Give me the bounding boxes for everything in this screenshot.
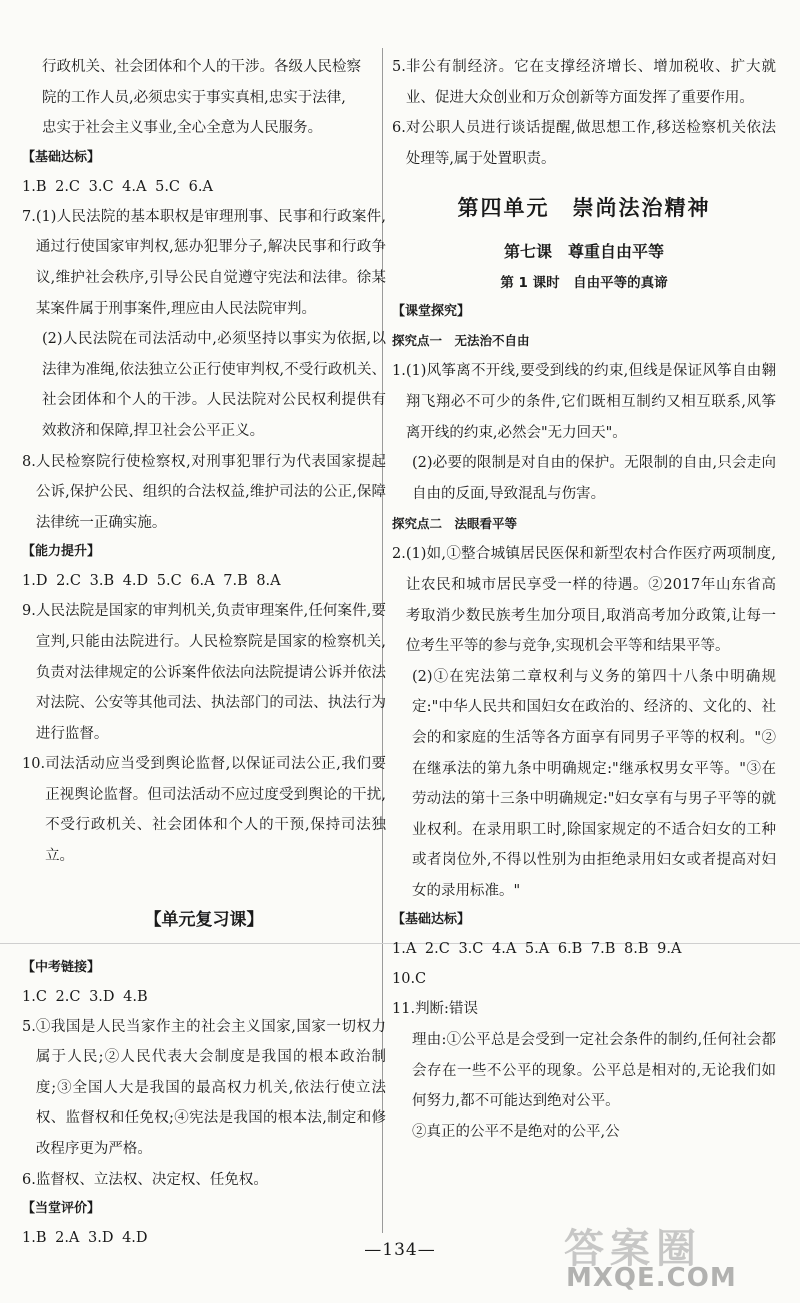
answer-text: (1)人民法院的基本职权是审理刑事、民事和行政案件,通过行使国家审判权,惩办犯罪分子,解决民事和行政争议,维护社会秩序,引导公民自觉遵守宪法和法律。徐某某案件属于刑事案件,理应由人民法院审判。: [35, 208, 386, 317]
question-number: 6.: [22, 1171, 36, 1188]
answer-text: (1)如,①整合城镇居民医保和新型农村合作医疗两项制度,让农民和城市居民享受一样的待遇。②2017年山东省高考取消少数民族考生加分项目,取消高考加分政策,让每一位考生平等的参与竞争,实现机会平等和结果平等。: [405, 546, 776, 655]
page-number: —134—: [364, 1240, 436, 1260]
section-heading-nengli: 【能力提升】: [22, 544, 101, 560]
question-8: [22, 447, 386, 539]
answer-key: 1.C 2.C 3.D 4.B: [22, 988, 148, 1005]
answer-text: (1)风筝离不开线,要受到线的约束,但线是保证风筝自由翱翔飞翔必不可少的条件,它们既相互制约又相互联系,风筝离开线的约束,必然会"无力回天"。: [405, 363, 776, 441]
period-title: 第 1 课时 自由平等的真谛: [500, 275, 668, 292]
right-column: [392, 52, 776, 1147]
continued-paragraph: [22, 52, 386, 144]
watermark-logo: [546, 1215, 786, 1295]
explore-answer-1: [392, 356, 776, 448]
answer-key: 10.C: [392, 971, 427, 988]
answer-text: (2)人民法院在司法活动中,必须坚持以事实为依据,以法律为准绳,依法独立公正行使审判权,不受行政机关、社会团体和个人的干涉。人民法院对公民权利提供有效救济和保障,捍卫社会公平正义。: [42, 331, 386, 439]
answer-text: 对公职人员进行谈话提醒,做思想工作,移送检察机关依法处理等,属于处置职责。: [405, 120, 776, 167]
text-line: 院的工作人员,必须忠实于事实真相,忠实于法律,: [42, 89, 346, 106]
section-heading-dangtang: 【当堂评价】: [22, 1201, 101, 1217]
answer-text: 判断:错误: [415, 1001, 478, 1018]
answer-key: 1.B 2.A 3.D 4.D: [22, 1230, 148, 1247]
section-heading-jichu: 【基础达标】: [22, 149, 101, 165]
reason-text: 理由:①公平总是会受到一定社会条件的制约,任何社会都会存在一些不公平的现象。公平总是相对的,无论我们如何努力,都不可能达到绝对公平。: [412, 1032, 776, 1110]
question-number: 10.: [22, 756, 46, 773]
lesson-title: 第七课 尊重自由平等: [503, 242, 664, 262]
answer-text: (2)①在宪法第二章权利与义务的第四十八条中明确规定:"中华人民共和国妇女在政治的、经济的、文化的、社会的和家庭的生活等各方面享有同男子平等的权利。"②在继承法的第九条中明确规定:"继承权男女平等。"③在劳动法的第十三条中明确规定:"妇女享有与男子平等的就业权利。在录用职工时,除国家规定的不适合妇女的工种或者岗位外,不得以性别为由拒绝录用妇女或者提高对妇女的录用标准。": [412, 668, 776, 899]
watermark-url: MXQE.COM: [566, 1263, 737, 1293]
question-9: [22, 596, 386, 749]
reason-text: ②真正的公平不是绝对的公平,公: [412, 1123, 620, 1140]
section-heading-zhongkao: 【中考链接】: [22, 959, 101, 975]
answer-text: 人民检察院行使检察权,对刑事犯罪行为代表国家提起公诉,保护公民、组织的合法权益,维护司法的公正,保障法律统一正确实施。: [35, 453, 386, 531]
question-number: 6.: [392, 120, 406, 137]
question-number: 11.: [392, 1001, 416, 1018]
explore-point-1: 探究点一 无法治不自由: [392, 333, 530, 349]
answer-key: 1.D 2.C 3.B 4.D 5.C 6.A 7.B 8.A: [22, 573, 281, 590]
question-5: [22, 1012, 386, 1165]
watermark-seal: 答案圈: [564, 1226, 702, 1272]
answer-text: ①我国是人民当家作主的社会主义国家,国家一切权力属于人民;②人民代表大会制度是我国的根本政治制度;③全国人大是我国的最高权力机关,依法行使立法权、监督权和任免权;④宪法是我国的根本法,制定和修改程序更为严格。: [35, 1018, 386, 1158]
left-column: [22, 52, 386, 1253]
answer-text: 非公有制经济。它在支撑经济增长、增加税收、扩大就业、促进大众创业和万众创新等方面发挥了重要作用。: [405, 59, 776, 106]
text-line: 行政机关、社会团体和个人的干涉。各级人民检察: [42, 59, 361, 75]
question-number: 2.: [392, 546, 406, 563]
unit-title: 第四单元 崇尚法治精神: [457, 196, 711, 221]
text-line: 忠实于社会主义事业,全心全意为人民服务。: [42, 120, 323, 137]
explore-answer-2: [392, 539, 776, 661]
question-number: 1.: [392, 363, 406, 380]
answer-text: 监督权、立法权、决定权、任免权。: [35, 1171, 268, 1188]
question-10: [22, 749, 386, 871]
question-number: 5.: [392, 59, 406, 75]
explore-point-2: 探究点二 法眼看平等: [392, 516, 518, 532]
unit-review-title: 【单元复习课】: [144, 909, 264, 930]
question-11: [392, 994, 776, 1025]
answer-key: 1.B 2.C 3.C 4.A 5.C 6.A: [22, 178, 213, 195]
question-number: 9.: [22, 603, 36, 620]
answer-text: 人民法院是国家的审判机关,负责审理案件,任何案件,要宣判,只能由法院进行。人民检察院是国家的检察机关,负责对法律规定的公诉案件依法向法院提请公诉并依法对法院、公安等其他司法、执法部门的司法、执法行为进行监督。: [35, 603, 386, 742]
question-7: [22, 202, 386, 324]
answer-key: 1.A 2.C 3.C 4.A 5.A 6.B 7.B 8.B 9.A: [392, 941, 682, 958]
question-6: [392, 113, 776, 174]
question-number: 8.: [22, 453, 36, 470]
answer-text: (2)必要的限制是对自由的保护。无限制的自由,只会走向自由的反面,导致混乱与伤害。: [412, 455, 776, 502]
question-number: 7.: [22, 208, 36, 225]
question-6: [22, 1165, 386, 1196]
question-5: [392, 52, 776, 113]
question-number: 5.: [22, 1018, 36, 1035]
section-heading-ketang: 【课堂探究】: [392, 304, 471, 320]
answer-text: 司法活动应当受到舆论监督,以保证司法公正,我们要正视舆论监督。但司法活动不应过度受到舆论的干扰,不受行政机关、社会团体和个人的干预,保持司法独立。: [45, 756, 386, 865]
section-heading-jichu: 【基础达标】: [392, 912, 471, 928]
